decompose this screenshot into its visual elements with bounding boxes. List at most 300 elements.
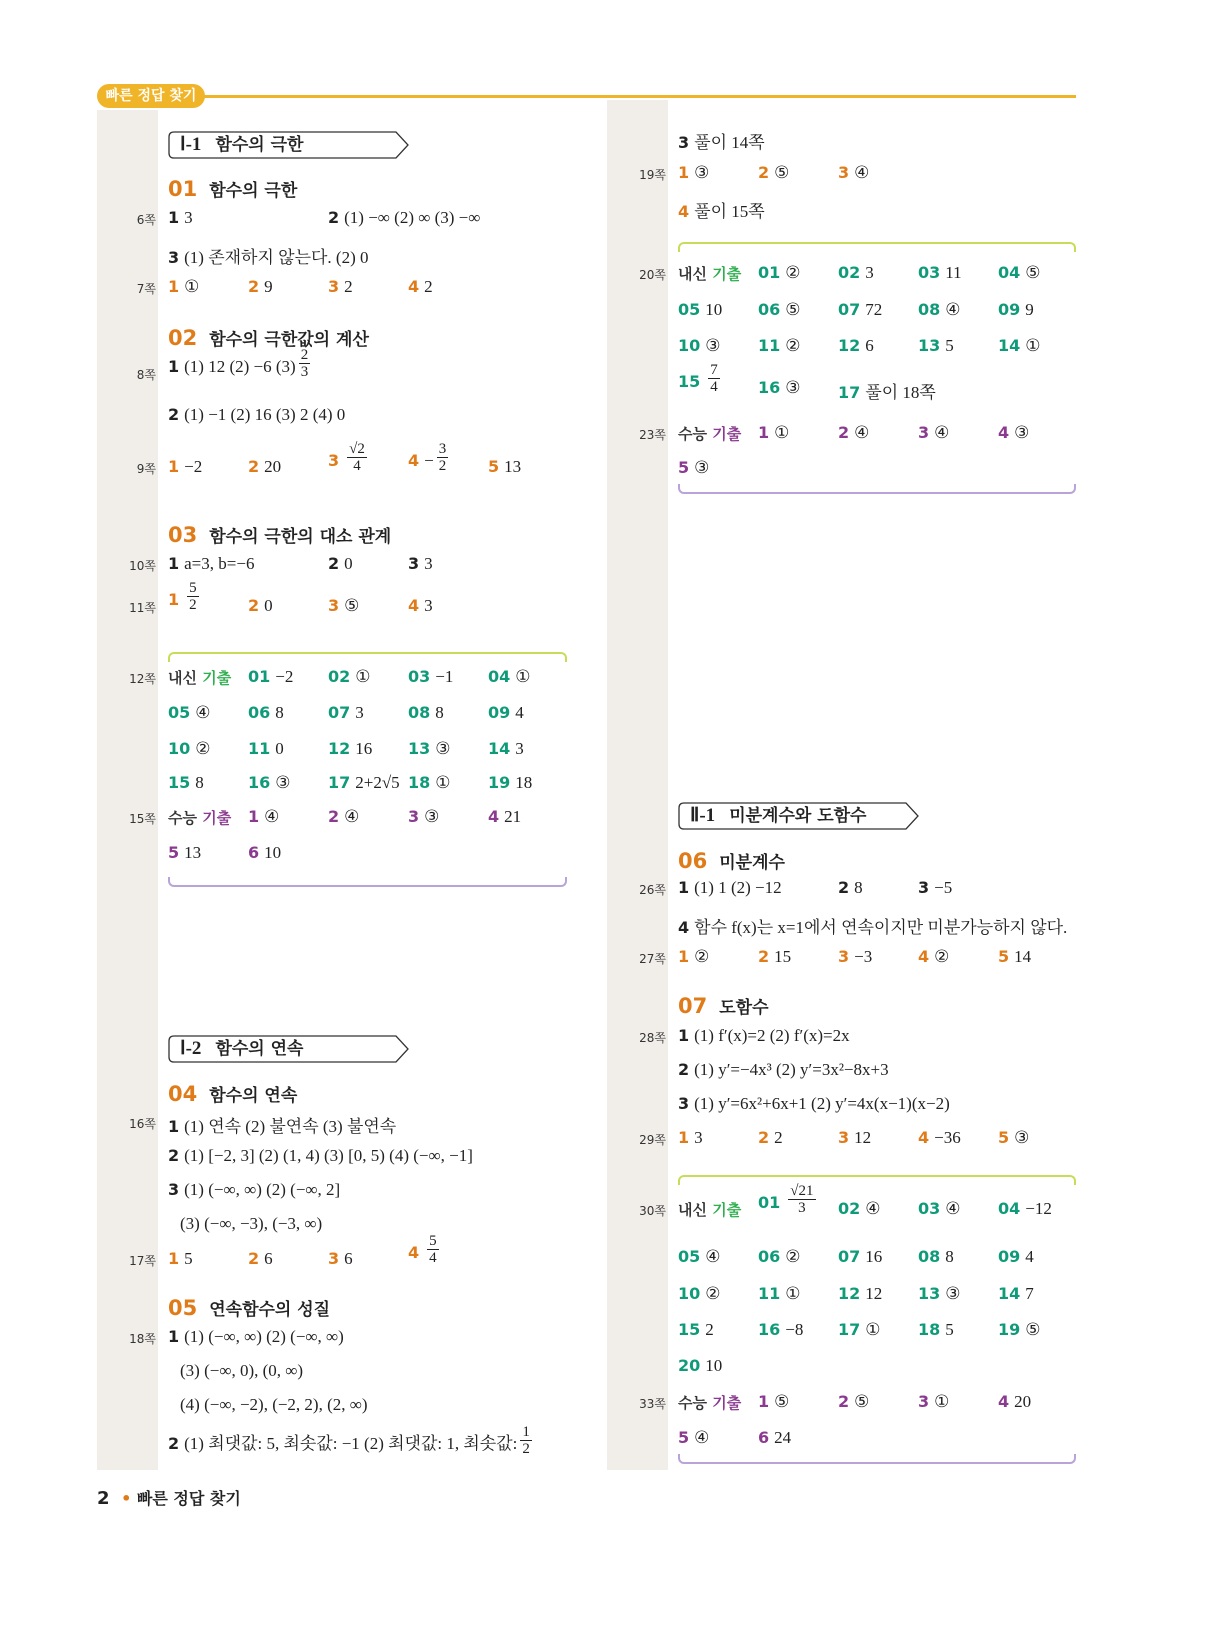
answer-item xyxy=(918,1320,954,1340)
header-tag: 빠른 정답 찾기 xyxy=(97,84,205,108)
answer-item xyxy=(168,347,310,380)
answer-item xyxy=(758,423,789,443)
answer-item xyxy=(758,300,801,320)
answer-text: −1 xyxy=(435,667,454,686)
answer-text: ④ xyxy=(945,1199,961,1218)
question-number: 03 xyxy=(408,667,431,686)
question-number: 1 xyxy=(678,947,690,966)
question-number: 5 xyxy=(488,457,500,476)
fraction xyxy=(427,1233,439,1266)
answer-text: 0 xyxy=(275,739,284,758)
answer-text: ④ xyxy=(344,807,360,826)
section-title: 함수의 연속 xyxy=(209,1086,298,1106)
page-ref: 9쪽 xyxy=(136,462,156,476)
answer-item xyxy=(758,1320,803,1340)
question-number: 3 xyxy=(918,423,930,442)
fraction-denominator: 2 xyxy=(438,458,447,474)
question-number: 4 xyxy=(678,918,690,937)
answer-item xyxy=(678,1356,722,1376)
page-ref: 30쪽 xyxy=(639,1204,666,1218)
question-number: 12 xyxy=(328,739,351,758)
question-number: 4 xyxy=(998,1392,1010,1411)
question-number: 4 xyxy=(918,947,930,966)
question-number: 4 xyxy=(408,451,420,470)
question-number: 07 xyxy=(838,300,861,319)
unit-title xyxy=(168,131,410,159)
section-number: 04 xyxy=(168,1082,198,1106)
question-number: 2 xyxy=(328,208,340,227)
question-number: 4 xyxy=(488,807,500,826)
page-ref: 29쪽 xyxy=(639,1133,666,1147)
question-number: 6 xyxy=(248,843,260,862)
answer-item xyxy=(168,1180,340,1200)
question-number: 2 xyxy=(248,457,260,476)
answer-item xyxy=(248,773,291,793)
question-number: 13 xyxy=(408,739,431,758)
section-title: 함수의 극한 xyxy=(209,181,298,201)
answer-text: 13 xyxy=(184,843,202,862)
question-number: 06 xyxy=(758,1247,781,1266)
answer-item xyxy=(328,773,400,793)
answer-item xyxy=(408,773,451,793)
answer-item xyxy=(248,843,281,863)
question-number: 2 xyxy=(758,947,770,966)
unit-header xyxy=(168,131,410,159)
question-number: 5 xyxy=(678,1428,690,1447)
answer-item xyxy=(248,667,293,687)
question-number: 01 xyxy=(758,263,781,282)
answer-item xyxy=(678,1320,714,1340)
answer-text: 2 xyxy=(424,277,433,296)
exam-category-label xyxy=(678,1199,741,1220)
answer-text: ④ xyxy=(945,300,961,319)
answer-text: (1) −∞ (2) ∞ (3) −∞ xyxy=(344,208,481,227)
answer-item xyxy=(328,441,367,474)
answer-item xyxy=(408,703,444,723)
header-rule xyxy=(200,95,1076,98)
answer-item xyxy=(488,773,532,793)
question-number: 2 xyxy=(758,163,770,182)
answer-text: (4) (−∞, −2), (−2, 2), (2, ∞) xyxy=(180,1395,368,1414)
answer-text: 5 xyxy=(945,336,954,355)
answer-text: ③ xyxy=(1014,423,1030,442)
question-number: 11 xyxy=(758,1284,781,1303)
answer-text: ⑤ xyxy=(1025,263,1041,282)
answer-item xyxy=(998,300,1034,320)
answer-text: 18 xyxy=(515,773,533,792)
answer-text: ① xyxy=(184,277,200,296)
question-number: 1 xyxy=(678,1128,690,1147)
answer-item xyxy=(678,362,720,395)
question-number: 19 xyxy=(998,1320,1021,1339)
question-number: 02 xyxy=(328,667,351,686)
question-number: 06 xyxy=(758,300,781,319)
page-ref: 26쪽 xyxy=(639,883,666,897)
answer-item xyxy=(758,1128,783,1148)
answer-text: −2 xyxy=(184,457,203,476)
answer-text: 12 xyxy=(854,1128,872,1147)
unit-number: Ⅱ-1 xyxy=(690,805,716,826)
unit-name: 함수의 극한 xyxy=(215,135,304,155)
question-number: 2 xyxy=(328,554,340,573)
answer-item xyxy=(328,596,359,616)
question-number: 3 xyxy=(838,947,850,966)
answer-text: 6 xyxy=(344,1249,353,1268)
question-number: 1 xyxy=(168,208,180,227)
answer-text: 10 xyxy=(705,300,723,319)
page-ref: 28쪽 xyxy=(639,1031,666,1045)
answer-text: ④ xyxy=(865,1199,881,1218)
unit-number: Ⅰ-1 xyxy=(180,134,202,155)
exam-box-bottom-bracket xyxy=(678,1454,1076,1464)
answer-item xyxy=(998,1199,1052,1219)
label-category: 수능 xyxy=(678,1394,707,1412)
answer-text: ④ xyxy=(854,163,870,182)
section-heading xyxy=(168,1081,297,1106)
answer-item xyxy=(758,163,789,183)
answer-text: 0 xyxy=(344,554,353,573)
answer-item xyxy=(758,1284,801,1304)
answer-item xyxy=(758,378,801,398)
section-title: 미분계수 xyxy=(719,853,785,873)
answer-text: 3 xyxy=(424,596,433,615)
question-number: 1 xyxy=(168,457,180,476)
answer-item xyxy=(678,197,765,222)
question-number: 3 xyxy=(408,807,420,826)
question-number: 3 xyxy=(678,133,690,152)
section-heading xyxy=(678,848,785,873)
question-number: 04 xyxy=(998,1199,1021,1218)
answer-text: ① xyxy=(785,1284,801,1303)
answer-item xyxy=(758,947,791,967)
answer-text: −8 xyxy=(785,1320,804,1339)
fraction-numerator: √2 xyxy=(349,441,365,457)
answer-text: (1) 최댓값: 5, 최솟값: −1 (2) 최댓값: 1, 최솟값: xyxy=(184,1434,518,1453)
answer-text: a=3, b=−6 xyxy=(184,554,255,573)
fraction-numerator: 5 xyxy=(429,1233,437,1249)
answer-item xyxy=(488,667,531,687)
answer-item xyxy=(168,580,199,613)
answer-text: (3) (−∞, 0), (0, ∞) xyxy=(180,1361,304,1380)
section-number: 07 xyxy=(678,994,708,1018)
unit-name: 미분계수와 도함수 xyxy=(729,806,867,826)
question-number: 17 xyxy=(838,1320,861,1339)
question-number: 3 xyxy=(918,878,930,897)
footer-bullet: • xyxy=(121,1489,132,1508)
question-number: 3 xyxy=(328,1249,340,1268)
answer-item xyxy=(678,336,721,356)
answer-text: (3) (−∞, −3), (−3, ∞) xyxy=(180,1214,323,1233)
unit-title xyxy=(678,802,920,830)
answer-text: ① xyxy=(515,667,531,686)
answer-item xyxy=(328,1249,353,1269)
question-number: 3 xyxy=(328,596,340,615)
answer-item xyxy=(838,1392,869,1412)
answer-text: ⑤ xyxy=(774,1392,790,1411)
answer-item xyxy=(328,739,372,759)
section-number: 03 xyxy=(168,523,198,547)
answer-item xyxy=(998,423,1029,443)
answer-item xyxy=(328,277,353,297)
question-number: 08 xyxy=(918,1247,941,1266)
fraction xyxy=(437,441,449,474)
question-number: 14 xyxy=(488,739,511,758)
answer-item xyxy=(248,277,273,297)
question-number: 12 xyxy=(838,1284,861,1303)
answer-item xyxy=(180,1214,322,1234)
answer-text: ② xyxy=(785,1247,801,1266)
answer-text: 3 xyxy=(424,554,433,573)
fraction xyxy=(520,1424,532,1457)
page-ref: 7쪽 xyxy=(136,282,156,296)
section-title: 연속함수의 성질 xyxy=(209,1300,331,1320)
label-category: 수능 xyxy=(678,425,707,443)
section-title: 함수의 극한의 대소 관계 xyxy=(209,527,392,547)
question-number: 13 xyxy=(918,336,941,355)
label-type: 기출 xyxy=(712,265,742,283)
question-number: 5 xyxy=(678,458,690,477)
answer-item xyxy=(918,423,949,443)
question-number: 03 xyxy=(918,263,941,282)
section-title: 함수의 극한값의 계산 xyxy=(209,330,369,350)
answer-item xyxy=(838,1247,882,1267)
answer-item xyxy=(180,1361,303,1381)
answer-text: 6 xyxy=(264,1249,273,1268)
answer-text: 3 xyxy=(355,703,364,722)
section-heading xyxy=(168,1295,330,1320)
question-number: 4 xyxy=(998,423,1010,442)
answer-text: 8 xyxy=(945,1247,954,1266)
unit-header xyxy=(678,802,920,830)
question-number: 15 xyxy=(168,773,191,792)
answer-item xyxy=(918,336,954,356)
answer-text: 풀이 14쪽 xyxy=(694,133,765,152)
answer-item xyxy=(838,300,882,320)
answer-item xyxy=(838,1199,881,1219)
answer-item xyxy=(408,667,453,687)
answer-text: 8 xyxy=(275,703,284,722)
question-number: 1 xyxy=(678,163,690,182)
answer-item xyxy=(168,1249,193,1269)
answer-item xyxy=(168,457,202,477)
answer-item xyxy=(678,913,1067,938)
answer-item xyxy=(838,947,872,967)
answer-text: (1) (−∞, ∞) (2) (−∞, ∞) xyxy=(184,1327,344,1346)
answer-text: 2+2√5 xyxy=(355,773,400,792)
question-number: 16 xyxy=(248,773,271,792)
answer-item xyxy=(488,703,524,723)
label-type: 기출 xyxy=(712,425,742,443)
question-number: 18 xyxy=(408,773,431,792)
answer-item xyxy=(168,1146,473,1166)
answer-item xyxy=(758,1183,816,1216)
question-number: 4 xyxy=(678,202,690,221)
fraction-denominator: 4 xyxy=(710,379,718,395)
exam-box-bottom-bracket xyxy=(168,877,567,887)
answer-text: − xyxy=(424,451,434,470)
question-number: 5 xyxy=(998,947,1010,966)
answer-text: ① xyxy=(934,1392,950,1411)
question-number: 1 xyxy=(168,1117,180,1136)
section-heading xyxy=(168,522,391,547)
answer-text: 3 xyxy=(694,1128,703,1147)
answer-text: 20 xyxy=(1014,1392,1032,1411)
question-number: 15 xyxy=(678,372,701,391)
answer-text: ③ xyxy=(435,739,451,758)
question-number: 04 xyxy=(998,263,1021,282)
answer-item xyxy=(678,1094,950,1114)
answer-text: 5 xyxy=(184,1249,193,1268)
answer-item xyxy=(408,1233,439,1266)
section-number: 02 xyxy=(168,326,198,350)
answer-item xyxy=(838,378,936,403)
unit-title xyxy=(168,1035,410,1063)
fraction-denominator: 2 xyxy=(189,597,197,613)
answer-text: 9 xyxy=(264,277,273,296)
answer-text: 10 xyxy=(705,1356,723,1375)
question-number: 07 xyxy=(328,703,351,722)
question-number: 1 xyxy=(168,554,180,573)
answer-text: ⑤ xyxy=(854,1392,870,1411)
question-number: 02 xyxy=(838,1199,861,1218)
question-number: 5 xyxy=(168,843,180,862)
answer-text: ⑤ xyxy=(344,596,360,615)
page-ref: 27쪽 xyxy=(639,952,666,966)
answer-item xyxy=(328,208,480,228)
answer-text: ③ xyxy=(424,807,440,826)
question-number: 3 xyxy=(838,163,850,182)
question-number: 18 xyxy=(918,1320,941,1339)
answer-text: 0 xyxy=(264,596,273,615)
answer-item xyxy=(678,1247,721,1267)
answer-text: 6 xyxy=(865,336,874,355)
answer-item xyxy=(168,277,199,297)
answer-item xyxy=(248,457,281,477)
question-number: 10 xyxy=(678,336,701,355)
label-category: 내신 xyxy=(678,1201,707,1219)
question-number: 10 xyxy=(678,1284,701,1303)
question-number: 1 xyxy=(678,878,690,897)
answer-text: 풀이 15쪽 xyxy=(694,202,765,221)
answer-text: 9 xyxy=(1025,300,1034,319)
exam-category-label xyxy=(168,667,231,688)
answer-item xyxy=(168,1112,396,1137)
answer-text: ② xyxy=(195,739,211,758)
question-number: 14 xyxy=(998,336,1021,355)
answer-text: (1) f′(x)=2 (2) f′(x)=2x xyxy=(694,1026,850,1045)
answer-item xyxy=(758,336,801,356)
page-number: 2 xyxy=(97,1488,110,1509)
page-ref: 17쪽 xyxy=(129,1254,156,1268)
answer-item xyxy=(998,263,1041,283)
answer-text: ① xyxy=(865,1320,881,1339)
question-number: 17 xyxy=(838,383,861,402)
question-number: 2 xyxy=(838,1392,850,1411)
question-number: 1 xyxy=(678,1026,690,1045)
fraction xyxy=(299,347,311,380)
answer-text: (1) 12 (2) −6 (3) xyxy=(184,357,296,376)
question-number: 09 xyxy=(998,300,1021,319)
section-heading xyxy=(678,993,769,1018)
exam-box-bottom-bracket xyxy=(678,484,1076,494)
answer-item xyxy=(678,128,765,153)
question-number: 1 xyxy=(758,423,770,442)
fraction-numerator: 7 xyxy=(710,362,718,378)
question-number: 03 xyxy=(918,1199,941,1218)
unit-name: 함수의 연속 xyxy=(215,1039,304,1059)
question-number: 2 xyxy=(168,1146,180,1165)
page-ref: 19쪽 xyxy=(639,168,666,182)
answer-text: 8 xyxy=(854,878,863,897)
answer-text: ③ xyxy=(275,773,291,792)
fraction-denominator: 3 xyxy=(300,364,309,380)
answer-text: ④ xyxy=(264,807,280,826)
page-ref: 8쪽 xyxy=(136,368,156,382)
answer-item xyxy=(918,1199,961,1219)
fraction-denominator: 4 xyxy=(353,458,361,474)
question-number: 11 xyxy=(248,739,271,758)
answer-text: ④ xyxy=(694,1428,710,1447)
question-number: 1 xyxy=(758,1392,770,1411)
question-number: 3 xyxy=(328,277,340,296)
label-type: 기출 xyxy=(712,1201,742,1219)
answer-text: 2 xyxy=(705,1320,714,1339)
answer-item xyxy=(918,1284,961,1304)
answer-text: 21 xyxy=(504,807,522,826)
right-margin-strip xyxy=(607,100,668,1470)
question-number: 4 xyxy=(408,1243,420,1262)
answer-text: −36 xyxy=(934,1128,961,1147)
section-heading xyxy=(168,325,369,350)
answer-item xyxy=(678,163,709,183)
footer xyxy=(97,1486,241,1509)
answer-item xyxy=(168,703,211,723)
answer-item xyxy=(998,1320,1041,1340)
page-ref: 20쪽 xyxy=(639,268,666,282)
question-number: 08 xyxy=(408,703,431,722)
answer-item xyxy=(678,1284,721,1304)
section-number: 05 xyxy=(168,1296,198,1320)
answer-text: 12 xyxy=(865,1284,883,1303)
question-number: 3 xyxy=(408,554,420,573)
question-number: 19 xyxy=(488,773,511,792)
question-number: 2 xyxy=(168,405,180,424)
question-number: 15 xyxy=(678,1320,701,1339)
answer-item xyxy=(998,947,1031,967)
page-ref: 33쪽 xyxy=(639,1397,666,1411)
exam-box-top-bracket xyxy=(168,652,567,662)
question-number: 05 xyxy=(678,300,701,319)
question-number: 3 xyxy=(678,1094,690,1113)
question-number: 20 xyxy=(678,1356,701,1375)
fraction-numerator: 2 xyxy=(300,347,309,363)
question-number: 17 xyxy=(328,773,351,792)
question-number: 4 xyxy=(408,596,420,615)
question-number: 2 xyxy=(328,807,340,826)
answer-item xyxy=(328,807,359,827)
question-number: 2 xyxy=(248,596,260,615)
question-number: 2 xyxy=(248,277,260,296)
answer-item xyxy=(678,1026,850,1046)
section-heading xyxy=(168,176,297,201)
fraction xyxy=(347,441,367,474)
answer-text: ⑤ xyxy=(1025,1320,1041,1339)
question-number: 2 xyxy=(758,1128,770,1147)
fraction-denominator: 4 xyxy=(429,1250,437,1266)
answer-text: ② xyxy=(785,263,801,282)
answer-item xyxy=(838,1128,871,1148)
question-number: 2 xyxy=(838,878,850,897)
